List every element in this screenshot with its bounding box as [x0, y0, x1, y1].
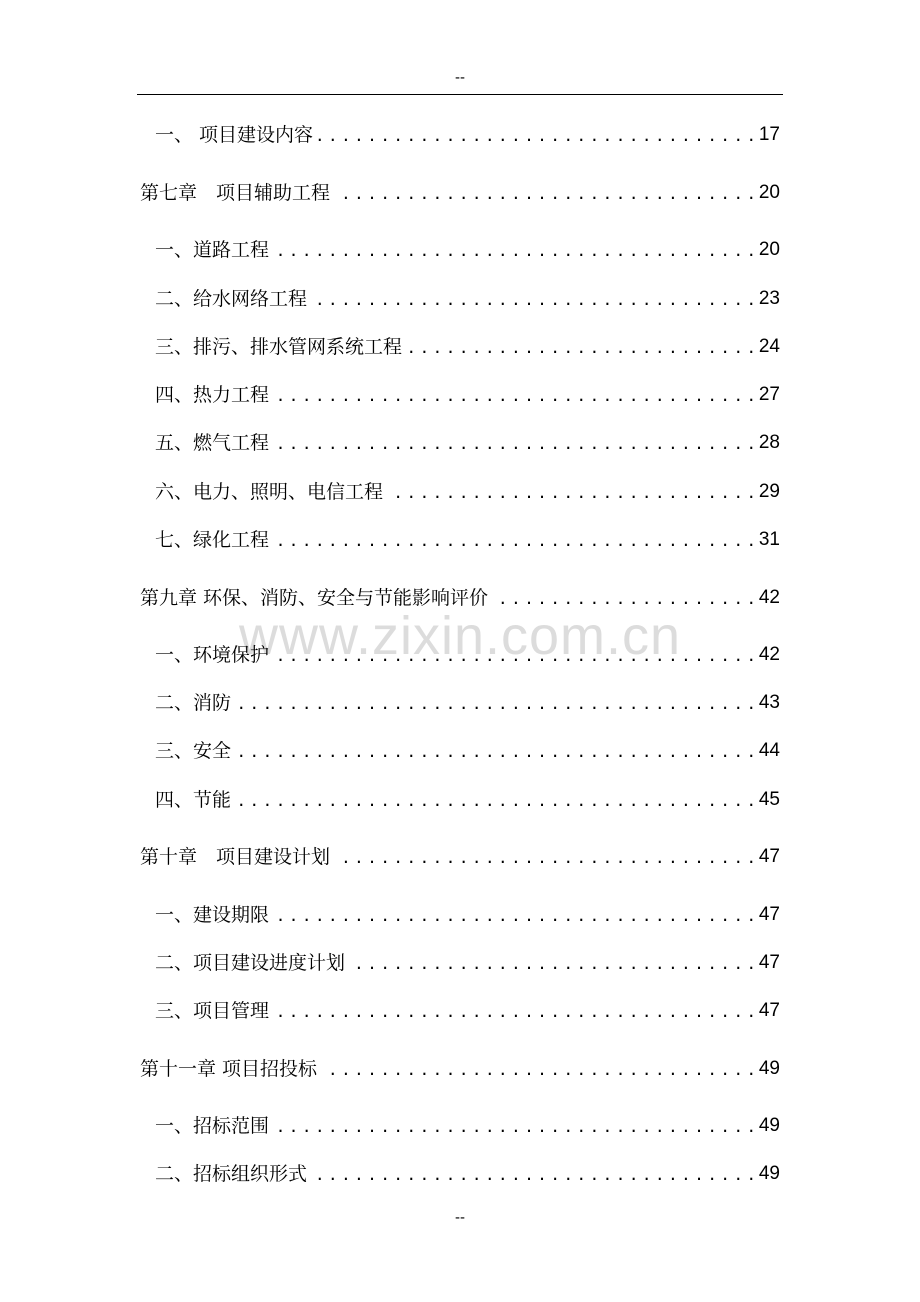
page-header-mark: -- — [455, 69, 465, 86]
toc-entry-page: 23 — [758, 288, 780, 309]
toc-entry[interactable] — [155, 640, 780, 670]
toc-entry-page: 20 — [758, 182, 780, 203]
toc-entry[interactable] — [155, 1159, 780, 1189]
toc-entry-page: 17 — [758, 124, 780, 145]
toc-leader — [406, 332, 755, 362]
toc-entry-page: 47 — [758, 904, 780, 925]
toc-leader — [311, 284, 755, 314]
toc-entry[interactable] — [155, 284, 780, 314]
toc-entry-page: 28 — [758, 432, 780, 453]
toc-entry-page: 47 — [758, 952, 780, 973]
toc-entry-page: 45 — [758, 789, 780, 810]
toc-entry-page: 20 — [758, 239, 780, 260]
toc-leader — [387, 477, 755, 507]
toc-chapter-entry[interactable] — [140, 583, 780, 613]
toc-entry-title: 七、绿化工程 — [155, 529, 270, 551]
toc-leader — [273, 525, 755, 555]
toc-entry-title: 一、道路工程 — [155, 239, 270, 261]
toc-leader — [235, 736, 755, 766]
toc-entry-page: 49 — [758, 1058, 780, 1079]
toc-entry-page: 42 — [758, 587, 780, 608]
toc-entry-title: 一、建设期限 — [155, 904, 270, 926]
toc-leader — [492, 583, 755, 613]
toc-leader — [273, 428, 755, 458]
toc-entry-page: 43 — [758, 692, 780, 713]
toc-leader — [334, 842, 755, 872]
toc-entry-title: 一、 项目建设内容 — [155, 124, 314, 146]
toc-entry-page: 47 — [758, 846, 780, 867]
toc-entry-page: 44 — [758, 740, 780, 761]
toc-entry-page: 24 — [758, 336, 780, 357]
toc-entry-title: 第七章 项目辅助工程 — [140, 182, 331, 204]
toc-leader — [311, 1159, 755, 1189]
toc-entry-title: 六、电力、照明、电信工程 — [155, 481, 384, 503]
toc-entry-page: 29 — [758, 481, 780, 502]
toc-entry-title: 二、招标组织形式 — [155, 1163, 308, 1185]
toc-entry-title: 二、消防 — [155, 692, 232, 714]
toc-leader — [273, 640, 755, 670]
toc-leader — [349, 948, 755, 978]
toc-entry-title: 二、给水网络工程 — [155, 288, 308, 310]
toc-entry[interactable] — [155, 785, 780, 815]
toc-entry-title: 三、项目管理 — [155, 1000, 270, 1022]
toc-leader — [321, 1054, 755, 1084]
toc-entry-title: 一、环境保护 — [155, 644, 270, 666]
toc-entry[interactable] — [155, 900, 780, 930]
toc-entry-title: 五、燃气工程 — [155, 432, 270, 454]
toc-chapter-entry[interactable] — [140, 1054, 780, 1084]
toc-entry[interactable] — [155, 736, 780, 766]
toc-leader — [317, 120, 755, 150]
watermark: www.zixin.com.cn — [238, 606, 682, 666]
toc-entry[interactable] — [155, 428, 780, 458]
toc-entry-title: 二、项目建设进度计划 — [155, 952, 346, 974]
toc-entry[interactable] — [155, 477, 780, 507]
toc-leader — [273, 900, 755, 930]
toc-entry-page: 49 — [758, 1163, 780, 1184]
toc-leader — [273, 380, 755, 410]
toc-entry-title: 三、排污、排水管网系统工程 — [155, 336, 403, 358]
toc-leader — [273, 996, 755, 1026]
toc-entry-title: 四、热力工程 — [155, 384, 270, 406]
toc-entry-title: 第九章 环保、消防、安全与节能影响评价 — [140, 587, 489, 609]
toc-chapter-entry[interactable] — [140, 178, 780, 208]
toc-entry[interactable] — [155, 688, 780, 718]
toc-entry-title: 第十一章 项目招投标 — [140, 1058, 318, 1080]
toc-chapter-entry[interactable] — [140, 842, 780, 872]
toc-leader — [334, 178, 755, 208]
toc-entry[interactable] — [155, 380, 780, 410]
page-footer-mark: -- — [455, 1209, 465, 1226]
toc-entry-title: 三、安全 — [155, 740, 232, 762]
header-rule — [137, 94, 783, 95]
toc-leader — [235, 785, 755, 815]
toc-entry-title: 一、招标范围 — [155, 1115, 270, 1137]
toc-entry-title: 四、节能 — [155, 789, 232, 811]
toc-entry-title: 第十章 项目建设计划 — [140, 846, 331, 868]
toc-entry-page: 49 — [758, 1115, 780, 1136]
toc-leader — [273, 1111, 755, 1141]
toc-entry-page: 47 — [758, 1000, 780, 1021]
toc-entry[interactable] — [155, 332, 780, 362]
toc-entry-page: 31 — [758, 529, 780, 550]
toc-entry[interactable] — [155, 948, 780, 978]
toc-entry[interactable] — [155, 235, 780, 265]
toc-entry[interactable] — [155, 996, 780, 1026]
toc-entry-page: 42 — [758, 644, 780, 665]
toc-entry-page: 27 — [758, 384, 780, 405]
toc-entry[interactable] — [155, 525, 780, 555]
toc-entry[interactable] — [155, 1111, 780, 1141]
toc-leader — [273, 235, 755, 265]
toc-entry[interactable] — [155, 120, 780, 150]
toc-leader — [235, 688, 755, 718]
